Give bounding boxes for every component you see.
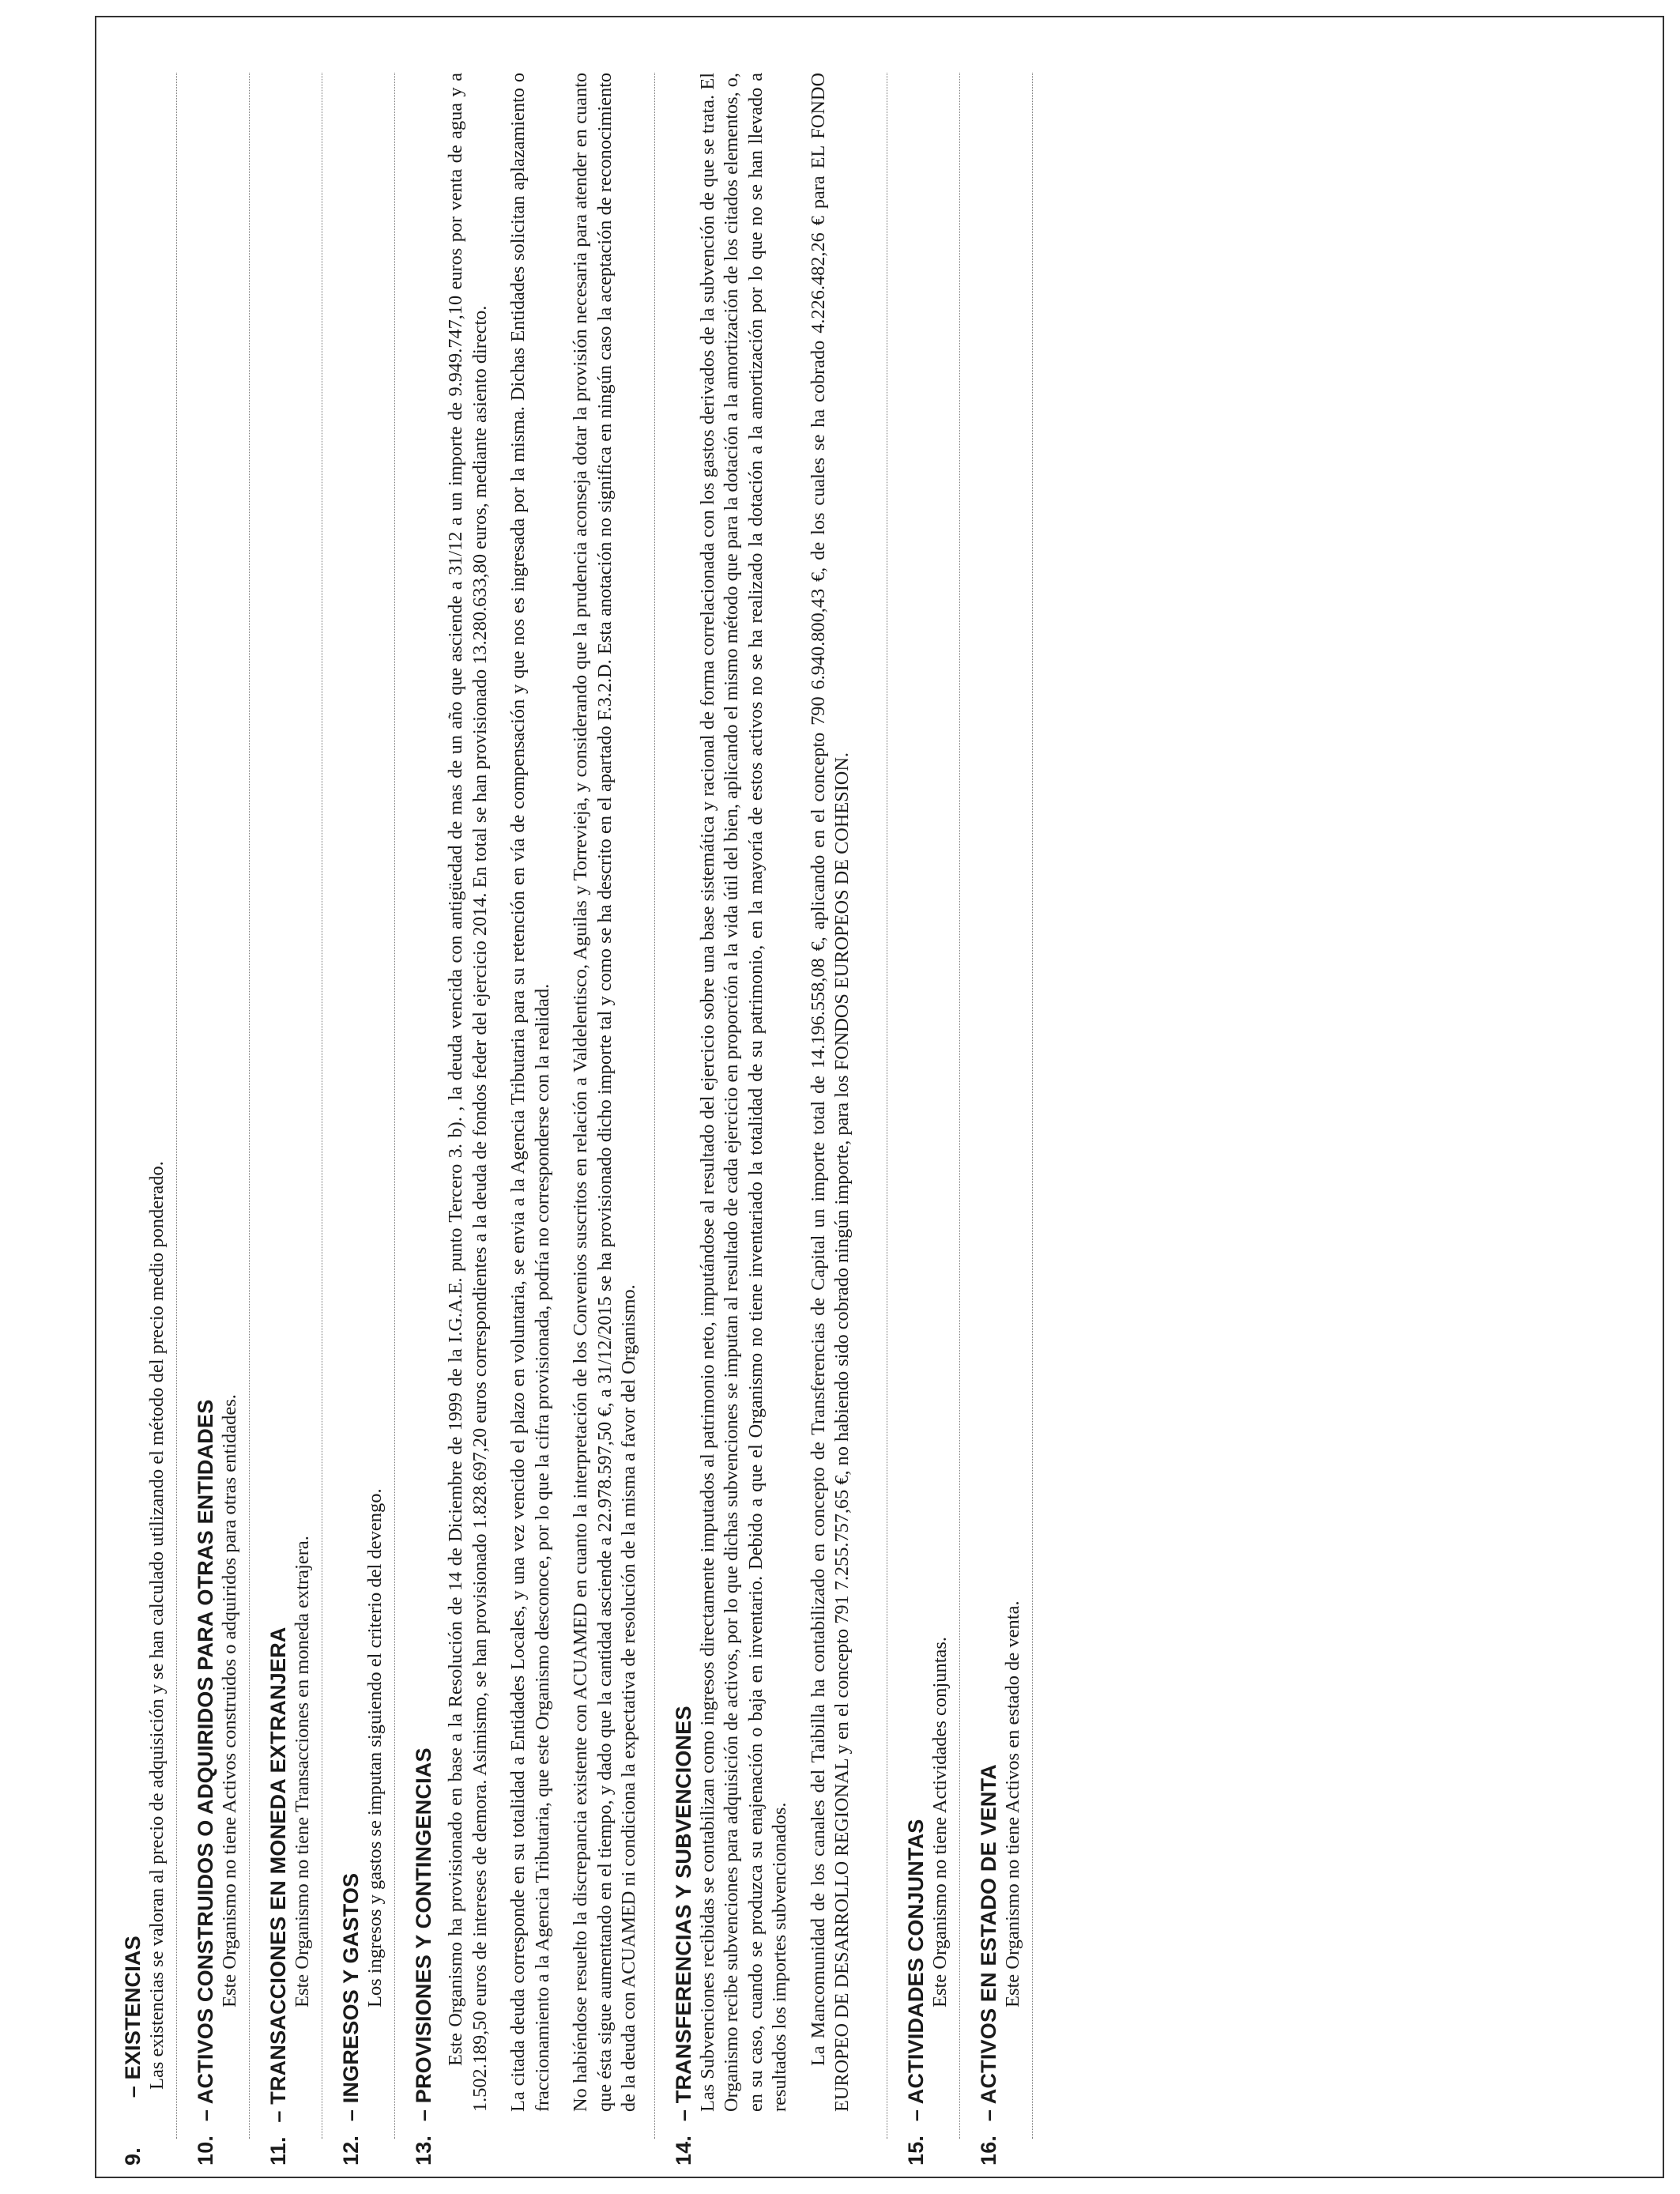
section-number: 14. [671, 2135, 695, 2166]
section-heading [120, 41, 145, 2166]
section-number: 11. [266, 2136, 290, 2166]
section-text: Las existencias se valoran al precio de adquisición y se han calculado utilizando el método del precio medio ponderado. [146, 1161, 168, 2090]
section-number: 9. [121, 2147, 145, 2166]
section-number: 10. [194, 2135, 217, 2166]
section-number: 12. [339, 2135, 363, 2166]
section-paragraph: La citada deuda corresponde en su totalidad a Entidades Locales, y una vez vencido el plazo en voluntaria, se envia a la Agencia Tributaria para su retención en vía de compensación y que nos es ingresada por la misma. Dichas Entidades solicitan aplazamiento o fraccionamiento a la Agencia Tributaria, que este Organismo desconoce, por lo que la cifra provisionada, podría no corresponderse con la realidad. [507, 73, 553, 2112]
section-text: Este Organismo no tiene Transacciones en moneda extrajera. [292, 1536, 313, 2007]
section-15 [903, 41, 951, 2166]
section-heading [338, 41, 363, 2166]
section-divider [959, 73, 960, 2139]
section-divider [249, 73, 250, 2139]
section-title: – ACTIVOS CONSTRUIDOS O ADQUIRIDOS PARA OTRAS ENTIDADES [194, 1399, 217, 2122]
section-heading [671, 41, 696, 2166]
section-title: – ACTIVOS EN ESTADO DE VENTA [976, 1764, 1000, 2122]
section-11 [266, 41, 314, 2166]
section-title: – PROVISIONES Y CONTINGENCIAS [412, 1747, 435, 2122]
section-heading [903, 41, 929, 2166]
section-divider [176, 73, 177, 2139]
section-paragraph: La Mancomunidad de los canales del Taibilla ha contabilizado en concepto de Transferencias de Capital un importe total de 14.196.558,08 €, aplicando en el concepto 790 6.940.800,43 €, de los cuales se ha cobrado 4.226.482,26 € para EL FONDO EUROPEO DE DESARROLLO REGIONAL y en el concepto 791 7.255.757,65 €, no habiendo sido cobrado ningún importe, para los FONDOS EUROPEOS DE COHESION. [807, 73, 853, 2112]
section-heading [411, 41, 436, 2166]
section-paragraph: Las Subvenciones recibidas se contabilizan como ingresos directamente imputados al patrimonio neto, imputándose al resultado del ejercicio sobre una base sistemática y racional de forma correlacionada con los gastos derivados de la subvención de que se trata. El Organismo recibe subvenciones para adquisición de activos, por lo que dichas subvenciones se imputan al resultado de cada ejercicio en proporción a la vida útil del bien, aplicando el mismo método que para la dotación a la amortización de los citados elementos, o, en su caso, cuando se produzca su enajenación o baja en inventario. Debido a que el Organismo no tiene inventariado la totalidad de su patrimonio, en la mayoría de estos activos no se ha realizado la dotación a la amortización por lo que no se han llevado a resultados los importes subvencionados. [696, 73, 790, 2112]
section-text: Este Organismo no tiene Activos en estado de venta. [1001, 1600, 1023, 2007]
section-heading [266, 41, 291, 2166]
section-title: – INGRESOS Y GASTOS [339, 1872, 363, 2122]
section-paragraph: Este Organismo ha provisionado en base a la Resolución de 14 de Diciembre de 1999 de la I.G.A.E. punto Tercero 3. b). , la deuda vencida con antigüedad de mas de un año que asciende a 31/12 a un importe de 9.949.747,10 euros por venta de agua y a 1.502.189,50 euros de intereses de demora. Asimismo, se han provisionado 1.828.697,20 euros correspondientes a la deuda de fondos feder del ejercicio 2014. En total se han provisionado 13.280.633,80 euros, mediante asiento directo. [445, 73, 491, 2112]
section-16 [976, 41, 1024, 2166]
section-title: – TRANSACCIONES EN MONEDA EXTRANJERA [266, 1627, 290, 2123]
section-text: Los ingresos y gastos se imputan siguiendo el criterio del devengo. [364, 1488, 386, 2007]
section-text: Este Organismo no tiene Actividades conjuntas. [929, 1636, 951, 2007]
section-divider [654, 73, 655, 2139]
section-title: – EXISTENCIAS [121, 1936, 145, 2098]
section-10 [193, 41, 241, 2166]
section-14 [671, 41, 855, 2166]
section-number: 16. [976, 2135, 1000, 2166]
section-9 [120, 41, 168, 2166]
section-12 [338, 41, 386, 2166]
section-text: Este Organismo no tiene Activos construidos o adquiridos para otras entidades. [219, 1394, 240, 2007]
section-number: 13. [412, 2135, 435, 2166]
section-title: – ACTIVIDADES CONJUNTAS [903, 1819, 928, 2122]
section-13 [411, 41, 642, 2166]
section-divider [1032, 73, 1033, 2139]
section-number: 15. [903, 2135, 928, 2166]
page-frame [95, 16, 1664, 2178]
section-divider [394, 73, 395, 2139]
section-heading [976, 41, 1001, 2166]
section-heading [193, 41, 218, 2166]
rotated-page-content [96, 17, 1664, 2178]
section-title: – TRANSFERENCIAS Y SUBVENCIONES [671, 1706, 695, 2122]
section-paragraph: No habiéndose resuelto la discrepancia existente con ACUAMED en cuanto la interpretación de los Convenios suscritos en relación a Valdelentisco, Aguilas y Torrevieja, y considerando que la prudencia aconseja dotar la provisión necesaria para atender en cuanto que ésta sigue aumentando en el tiempo, y dado que la cantidad asciende a 22.978.597,50 €, a 31/12/2015 se ha provisionado dicho importe tal y como se ha descrito en el apartado F.3.2.D. Esta anotación no significa en ningún caso la aceptación de reconocimiento de la deuda con ACUAMED ni condiciona la expectativa de resolución de la misma a favor del Organismo. [570, 73, 639, 2112]
